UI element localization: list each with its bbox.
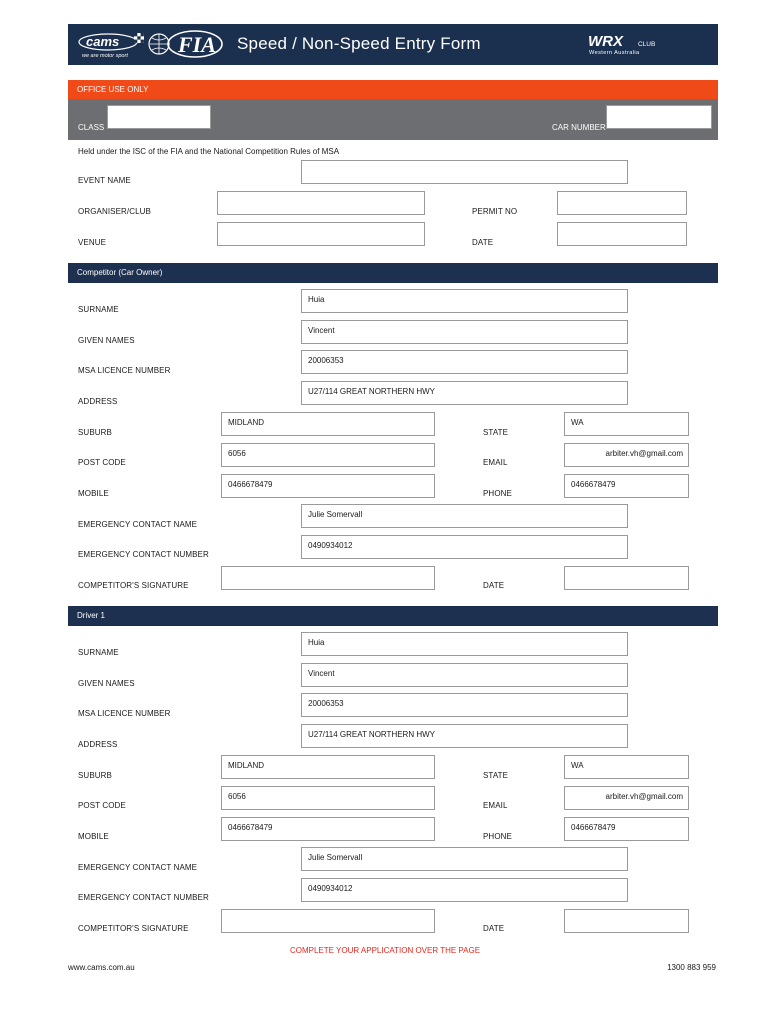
office-use-bar: OFFICE USE ONLY	[68, 80, 718, 99]
competitor-emergency-number-label: EMERGENCY CONTACT NUMBER	[78, 550, 209, 559]
car-number-field[interactable]	[606, 105, 712, 129]
driver1-licence-field[interactable]: 20006353	[301, 693, 628, 717]
competitor-given-names-label: GIVEN NAMES	[78, 336, 135, 345]
driver1-given-names-label: GIVEN NAMES	[78, 679, 135, 688]
competitor-licence-label: MSA LICENCE NUMBER	[78, 366, 171, 375]
driver1-emergency-number-field[interactable]: 0490934012	[301, 878, 628, 902]
driver1-phone-field[interactable]: 0466678479	[564, 817, 689, 841]
driver1-mobile-field[interactable]: 0466678479	[221, 817, 435, 841]
competitor-email-label: EMAIL	[483, 458, 508, 467]
competitor-address-field[interactable]: U27/114 GREAT NORTHERN HWY	[301, 381, 628, 405]
venue-field[interactable]	[217, 222, 425, 246]
driver1-section-header: Driver 1	[68, 606, 718, 626]
driver1-postcode-label: POST CODE	[78, 801, 126, 810]
cams-logo-text: cams	[86, 34, 120, 49]
permit-field[interactable]	[557, 191, 687, 215]
driver1-surname-field[interactable]: Huia	[301, 632, 628, 656]
competitor-suburb-field[interactable]: MIDLAND	[221, 412, 435, 436]
competitor-signature-label: COMPETITOR'S SIGNATURE	[78, 581, 189, 590]
driver1-emergency-name-field[interactable]: Julie Somervall	[301, 847, 628, 871]
driver1-licence-label: MSA LICENCE NUMBER	[78, 709, 171, 718]
competitor-section-header: Competitor (Car Owner)	[68, 263, 718, 283]
wrx-club-text: CLUB	[638, 41, 656, 48]
driver1-address-label: ADDRESS	[78, 740, 118, 749]
driver1-given-names-field[interactable]: Vincent	[301, 663, 628, 687]
competitor-date-field[interactable]	[564, 566, 689, 590]
competitor-address-label: ADDRESS	[78, 397, 118, 406]
fia-logo-text: FIA	[178, 32, 216, 57]
driver1-surname-label: SURNAME	[78, 648, 119, 657]
driver1-suburb-field[interactable]: MIDLAND	[221, 755, 435, 779]
wrx-sub-text: Western Australia	[589, 50, 640, 55]
driver1-emergency-number-label: EMERGENCY CONTACT NUMBER	[78, 893, 209, 902]
event-date-label: DATE	[472, 238, 494, 247]
cams-logo	[78, 31, 146, 59]
permit-label: PERMIT NO	[472, 207, 518, 216]
competitor-phone-field[interactable]: 0466678479	[564, 474, 689, 498]
competitor-state-field[interactable]: WA	[564, 412, 689, 436]
competitor-mobile-field[interactable]: 0466678479	[221, 474, 435, 498]
driver1-date-field[interactable]	[564, 909, 689, 933]
class-field[interactable]	[107, 105, 211, 129]
fia-logo	[148, 29, 224, 59]
wrx-logo-text: WRX	[588, 33, 623, 50]
driver1-email-label: EMAIL	[483, 801, 508, 810]
competitor-state-label: STATE	[483, 428, 509, 437]
cams-tagline: we are motor sport	[82, 53, 128, 59]
rules-statement: Held under the ISC of the FIA and the National Competition Rules of MSA	[78, 147, 340, 156]
competitor-emergency-name-field[interactable]: Julie Somervall	[301, 504, 628, 528]
competitor-suburb-label: SUBURB	[78, 428, 112, 437]
competitor-phone-label: PHONE	[483, 489, 512, 498]
organiser-label: ORGANISER/CLUB	[78, 207, 151, 216]
competitor-date-label: DATE	[483, 581, 505, 590]
driver1-phone-label: PHONE	[483, 832, 512, 841]
footer-website: www.cams.com.au	[68, 963, 135, 972]
competitor-signature-field[interactable]	[221, 566, 435, 590]
driver1-state-field[interactable]: WA	[564, 755, 689, 779]
footer-phone: 1300 883 959	[667, 963, 716, 972]
event-name-label: EVENT NAME	[78, 176, 131, 185]
continue-note: COMPLETE YOUR APPLICATION OVER THE PAGE	[289, 946, 481, 955]
competitor-surname-field[interactable]: Huia	[301, 289, 628, 313]
competitor-mobile-label: MOBILE	[78, 489, 109, 498]
driver1-email-field[interactable]: arbiter.vh@gmail.com	[564, 786, 689, 810]
driver1-state-label: STATE	[483, 771, 509, 780]
competitor-emergency-number-field[interactable]: 0490934012	[301, 535, 628, 559]
competitor-given-names-field[interactable]: Vincent	[301, 320, 628, 344]
competitor-postcode-field[interactable]: 6056	[221, 443, 435, 467]
competitor-licence-field[interactable]: 20006353	[301, 350, 628, 374]
wrx-club-logo	[588, 33, 666, 55]
venue-label: VENUE	[78, 238, 107, 247]
car-number-label: CAR NUMBER	[552, 123, 606, 132]
competitor-postcode-label: POST CODE	[78, 458, 126, 467]
driver1-postcode-field[interactable]: 6056	[221, 786, 435, 810]
driver1-address-field[interactable]: U27/114 GREAT NORTHERN HWY	[301, 724, 628, 748]
event-name-field[interactable]	[301, 160, 628, 184]
competitor-emergency-name-label: EMERGENCY CONTACT NAME	[78, 520, 198, 529]
driver1-signature-field[interactable]	[221, 909, 435, 933]
driver1-suburb-label: SUBURB	[78, 771, 112, 780]
driver1-emergency-name-label: EMERGENCY CONTACT NAME	[78, 863, 198, 872]
class-label: CLASS	[78, 123, 105, 132]
driver1-date-label: DATE	[483, 924, 505, 933]
organiser-field[interactable]	[217, 191, 425, 215]
event-date-field[interactable]	[557, 222, 687, 246]
driver1-mobile-label: MOBILE	[78, 832, 109, 841]
driver1-signature-label: COMPETITOR'S SIGNATURE	[78, 924, 189, 933]
competitor-surname-label: SURNAME	[78, 305, 119, 314]
page-title: Speed / Non-Speed Entry Form	[237, 34, 481, 53]
competitor-email-field[interactable]: arbiter.vh@gmail.com	[564, 443, 689, 467]
